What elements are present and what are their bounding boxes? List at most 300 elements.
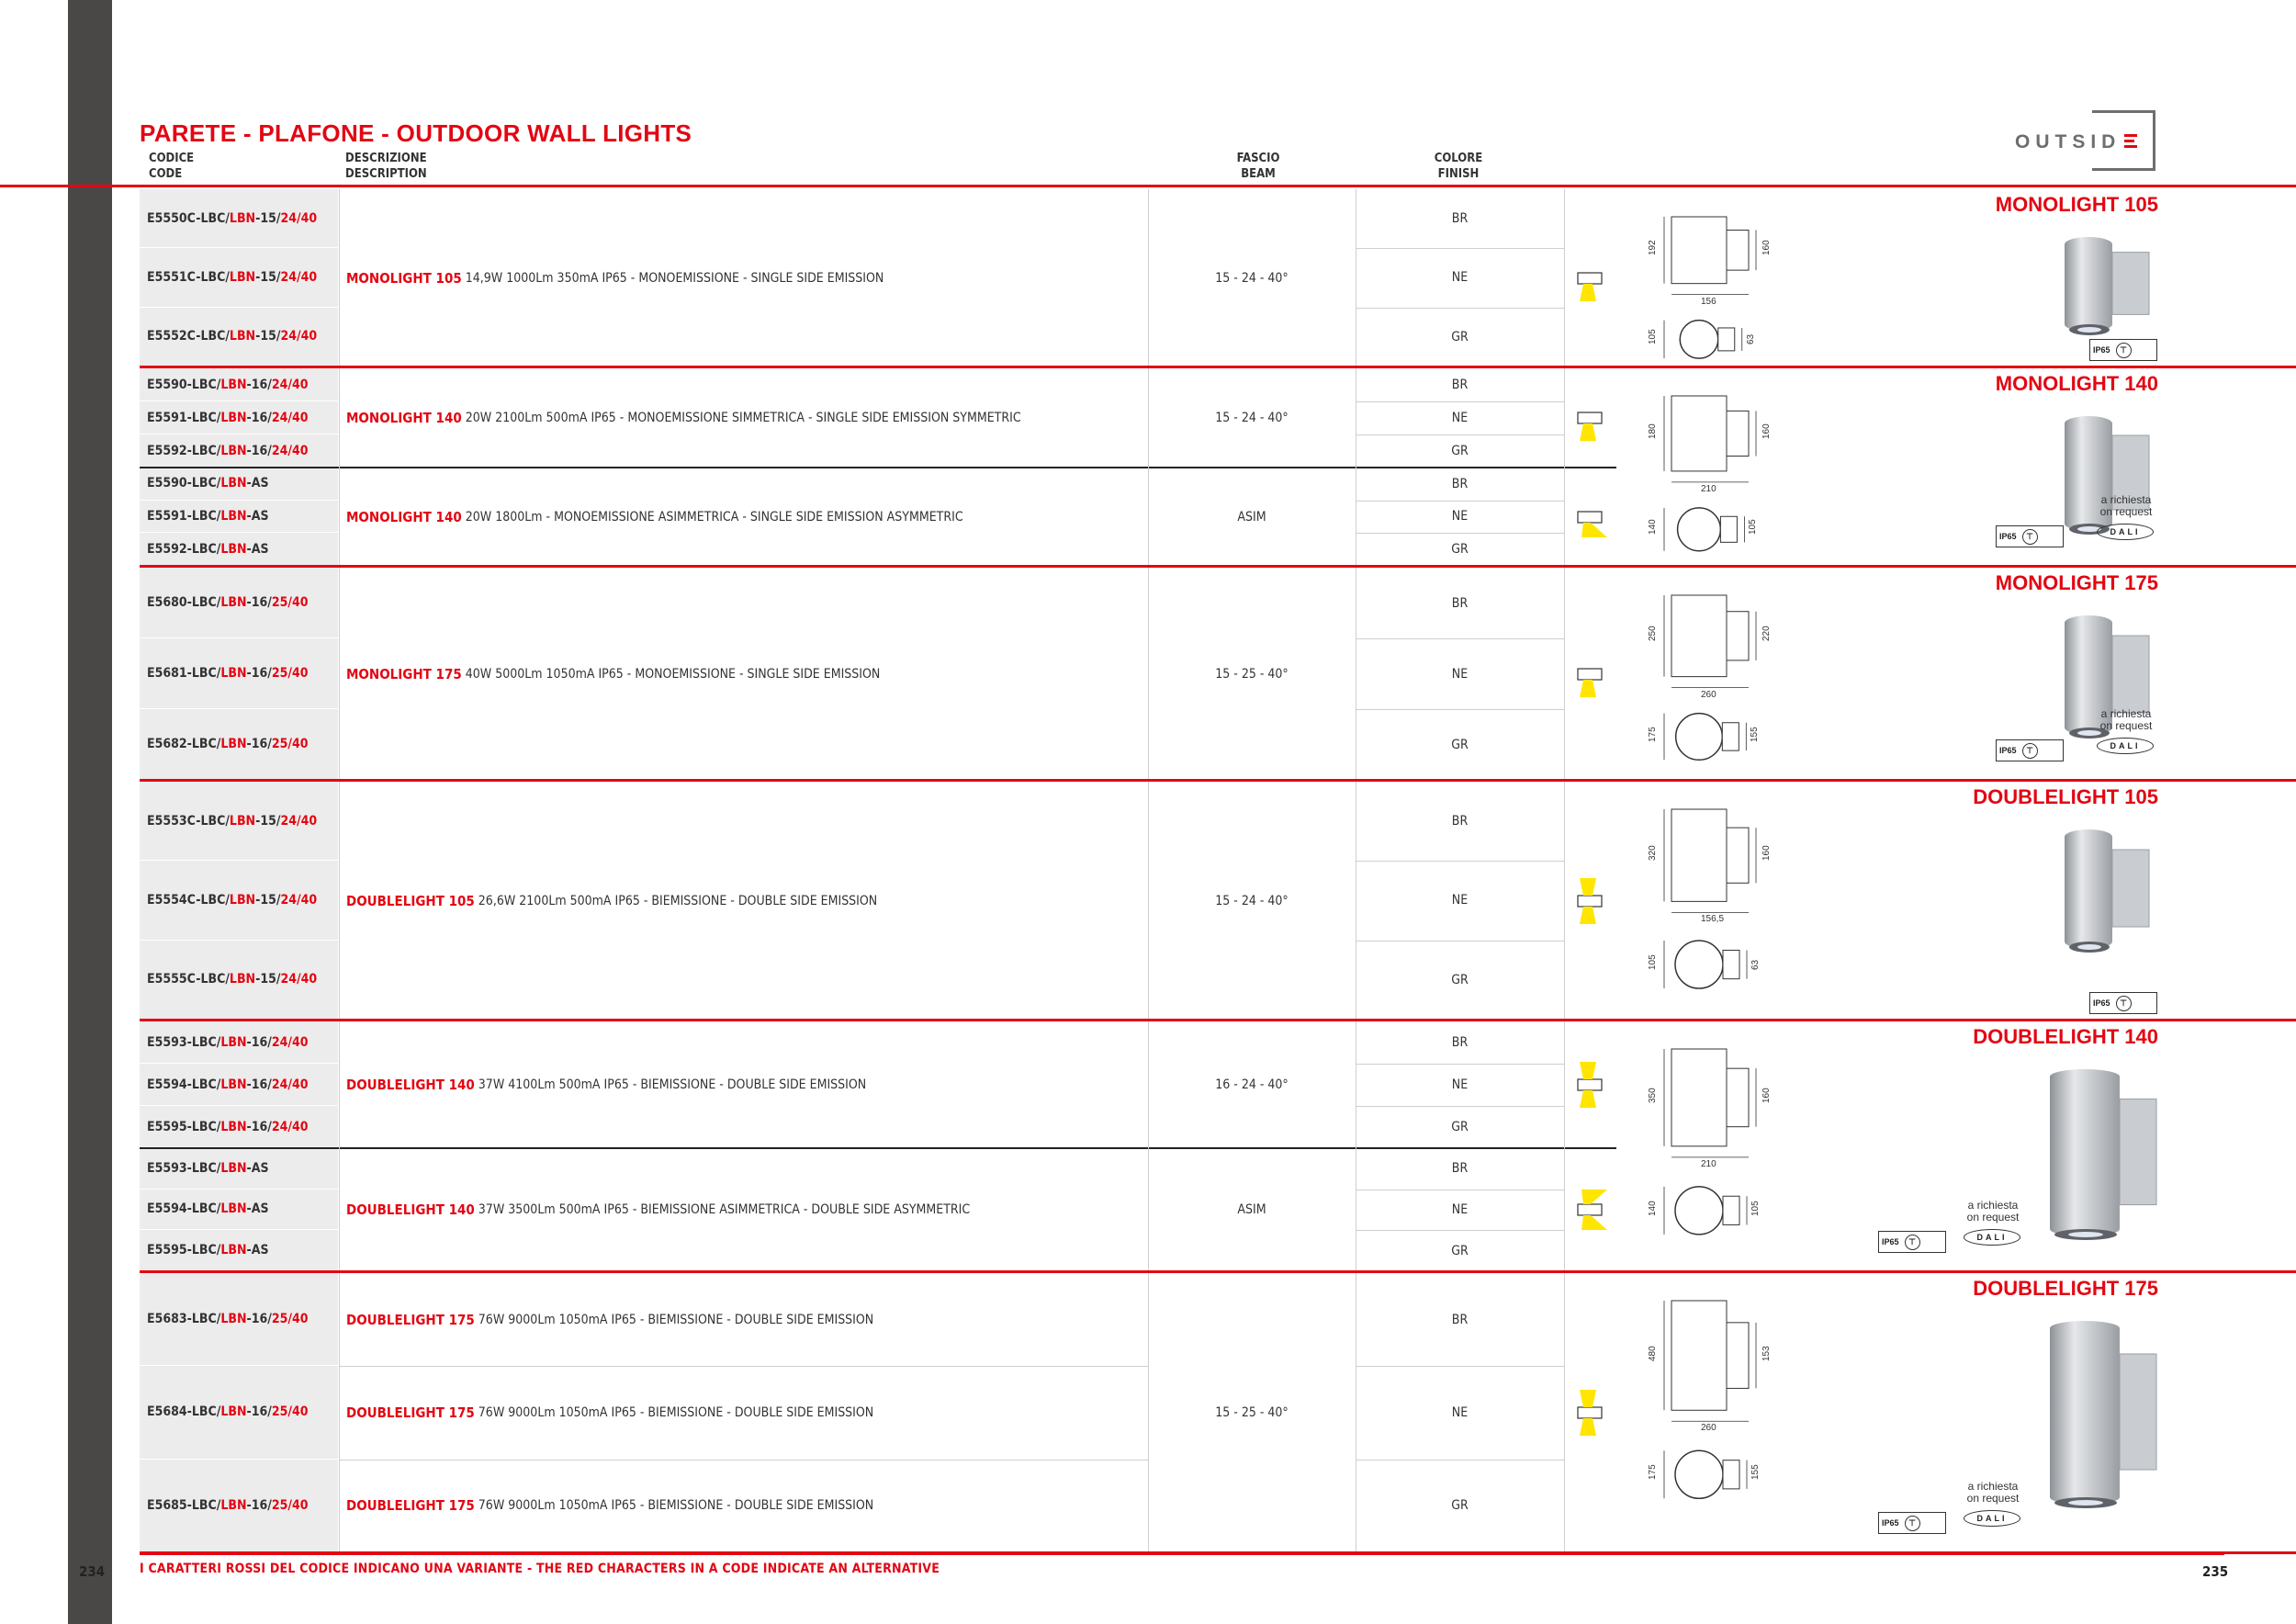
finish-cell: GR <box>1451 542 1469 558</box>
finish-cell: NE <box>1451 1404 1469 1420</box>
temperature-icon: ⊤ <box>1905 1516 1920 1531</box>
dimension-label: 105 <box>1648 329 1658 345</box>
code-part: -AS <box>246 1243 269 1258</box>
column-divider <box>339 782 340 1020</box>
description-name: DOUBLELIGHT 175 <box>346 1311 475 1328</box>
finish-cell: BR <box>1451 378 1469 392</box>
code-part: E5680-LBC/ <box>147 595 221 610</box>
code-part: LBN <box>220 1243 247 1258</box>
description-name: MONOLIGHT 140 <box>346 508 462 525</box>
product-name: DOUBLELIGHT 105 <box>1973 785 2158 808</box>
code-part: -16/ <box>246 1119 272 1134</box>
code-part: -15/ <box>255 329 281 344</box>
code-part: 24/40 <box>271 1119 309 1134</box>
row-divider <box>1356 1106 1564 1107</box>
ip-rating-badge <box>1996 739 2064 761</box>
dimension-label: 155 <box>1750 727 1761 742</box>
product-code <box>140 308 339 367</box>
product-code <box>140 501 339 534</box>
code-part: E5554C-LBC/ <box>147 892 230 908</box>
finish-cell: NE <box>1451 893 1469 908</box>
code-part: -16/ <box>246 666 272 681</box>
code-part: E5551C-LBC/ <box>147 269 230 285</box>
finish-cell: NE <box>1451 411 1469 425</box>
header-description: DESCRIZIONE DESCRIPTION <box>345 152 427 181</box>
on-request-it: a richiesta <box>2100 707 2152 720</box>
on-request-en: on request <box>1966 1492 2020 1505</box>
code-part: E5552C-LBC/ <box>147 329 230 344</box>
code-part: -16/ <box>246 443 272 458</box>
product-image <box>2063 231 2155 344</box>
dimension-label: 63 <box>1745 334 1756 345</box>
description-name: DOUBLELIGHT 175 <box>346 1497 475 1515</box>
dimension-label: 160 <box>1761 845 1772 862</box>
dimension-label: 140 <box>1648 519 1658 536</box>
finish-cell: BR <box>1451 211 1469 227</box>
dimension-label: 175 <box>1648 1464 1658 1481</box>
dimension-label: 260 <box>1701 689 1716 700</box>
finish-cell: BR <box>1451 814 1469 829</box>
product-name: DOUBLELIGHT 175 <box>1973 1277 2158 1300</box>
footnote: I CARATTERI ROSSI DEL CODICE INDICANO UNA VARIANTE - THE RED CHARACTERS IN A CODE INDICATE AN ALTERNATIVE <box>140 1562 940 1576</box>
temperature-icon: ⊤ <box>2022 743 2038 759</box>
beam-pattern-icon <box>1574 642 1611 706</box>
code-part: LBN <box>229 892 256 908</box>
description-name: MONOLIGHT 105 <box>346 269 462 287</box>
dimension-label: 210 <box>1701 1158 1716 1169</box>
code-part: E5594-LBC/ <box>147 1201 221 1217</box>
beam-pattern-icon <box>1574 1053 1611 1117</box>
column-divider <box>339 1273 340 1552</box>
on-request-note <box>2089 494 2163 518</box>
page-number-right: 235 <box>2202 1563 2229 1580</box>
product-code <box>140 248 339 307</box>
code-part: -16/ <box>246 1312 272 1327</box>
ip-rating-badge <box>1878 1231 1946 1253</box>
code-part: E5685-LBC/ <box>147 1497 221 1513</box>
header-finish: COLORE FINISH <box>1434 152 1483 181</box>
finish-cell: GR <box>1451 444 1469 458</box>
code-part: -AS <box>246 1160 269 1176</box>
description-text: 26,6W 2100Lm 500mA IP65 - BIEMISSIONE - DOUBLE SIDE EMISSION <box>478 893 878 908</box>
dimension-label: 320 <box>1648 845 1658 862</box>
code-part: 24/40 <box>280 892 318 908</box>
description-text: 14,9W 1000Lm 350mA IP65 - MONOEMISSIONE - SINGLE SIDE EMISSION <box>465 270 884 286</box>
beam-pattern-icon <box>1574 246 1611 310</box>
code-part: LBN <box>220 1497 247 1513</box>
code-part: -15/ <box>255 972 281 987</box>
finish-cell: NE <box>1451 509 1469 524</box>
on-request-note <box>1956 1200 2030 1224</box>
column-divider <box>1148 782 1149 1020</box>
ip-rating-badge <box>1996 525 2064 547</box>
dimension-label: 153 <box>1761 1345 1772 1361</box>
product-code <box>140 568 339 638</box>
column-divider <box>339 1021 340 1271</box>
code-part: E5590-LBC/ <box>147 377 221 392</box>
finish-cell: NE <box>1451 270 1469 286</box>
product-code <box>140 1460 339 1552</box>
code-part: LBN <box>220 476 247 491</box>
code-part: -AS <box>246 476 269 491</box>
row-divider <box>1356 434 1564 435</box>
ip-rating-badge <box>2089 992 2157 1014</box>
row-divider <box>1356 401 1564 402</box>
technical-drawing <box>1644 1291 1809 1552</box>
product-code <box>140 1230 339 1271</box>
beam-cell: ASIM <box>1237 509 1266 524</box>
code-part: LBN <box>229 813 256 829</box>
code-part: 24/40 <box>271 443 309 458</box>
on-request-en: on request <box>1966 1211 2020 1224</box>
finish-cell: GR <box>1451 329 1469 344</box>
finish-cell: NE <box>1451 1201 1469 1217</box>
dali-logo: DALI <box>1964 1229 2020 1246</box>
code-part: -AS <box>246 541 269 557</box>
description-cell <box>339 568 1148 780</box>
description-cell <box>339 1021 1148 1148</box>
beam-pattern-icon <box>1574 869 1611 933</box>
finish-cell: BR <box>1451 1161 1469 1177</box>
code-part: -16/ <box>246 377 272 392</box>
code-part: 24/40 <box>280 269 318 285</box>
product-image <box>2063 824 2155 962</box>
code-part: 24/40 <box>280 329 318 344</box>
ip-rating-text: IP65 <box>1999 532 2017 541</box>
code-part: E5684-LBC/ <box>147 1404 221 1420</box>
product-image <box>2048 1064 2162 1249</box>
temperature-icon: ⊤ <box>2116 996 2132 1011</box>
dimension-label: 140 <box>1648 1201 1658 1216</box>
temperature-icon: ⊤ <box>1905 1235 1920 1250</box>
dimension-label: 105 <box>1648 954 1658 971</box>
code-part: -16/ <box>246 595 272 610</box>
description-name: MONOLIGHT 175 <box>346 665 462 682</box>
product-code <box>140 638 339 709</box>
beam-cell: 15 - 24 - 40° <box>1215 893 1289 908</box>
code-part: 24/40 <box>271 1034 309 1050</box>
column-divider <box>339 368 340 566</box>
code-part: LBN <box>220 1119 247 1134</box>
product-code <box>140 861 339 940</box>
row-divider <box>1356 1230 1564 1231</box>
code-part: -16/ <box>246 737 272 751</box>
code-part: E5594-LBC/ <box>147 1077 221 1092</box>
product-code <box>140 1366 339 1459</box>
column-divider <box>1564 368 1565 566</box>
row-divider <box>1356 941 1564 942</box>
dimension-label: 160 <box>1761 240 1772 256</box>
technical-drawing <box>1644 586 1809 780</box>
on-request-en: on request <box>2099 719 2153 732</box>
description-name: MONOLIGHT 140 <box>346 410 462 426</box>
dimension-label: 155 <box>1750 1464 1761 1481</box>
description-name: DOUBLELIGHT 105 <box>346 892 475 909</box>
row-divider <box>339 1366 1148 1367</box>
page-title: PARETE - PLAFONE - OUTDOOR WALL LIGHTS <box>140 119 692 147</box>
header-code: CODICE CODE <box>149 152 195 181</box>
technical-drawing <box>1644 1040 1809 1271</box>
column-divider <box>1564 1273 1565 1552</box>
code-part: E5550C-LBC/ <box>147 210 230 226</box>
description-text: 76W 9000Lm 1050mA IP65 - BIEMISSIONE - DOUBLE SIDE EMISSION <box>478 1404 874 1420</box>
dimension-label: 63 <box>1750 959 1761 971</box>
row-divider <box>1356 501 1564 502</box>
dimension-label: 175 <box>1648 727 1658 742</box>
product-image <box>2063 411 2155 544</box>
code-part: LBN <box>220 1077 247 1092</box>
code-part: -16/ <box>246 1404 272 1420</box>
row-divider <box>1356 709 1564 710</box>
description-cell <box>339 782 1148 1020</box>
temperature-icon: ⊤ <box>2022 529 2038 545</box>
code-part: 24/40 <box>280 813 318 829</box>
dimension-label: 160 <box>1761 1088 1772 1103</box>
on-request-en: on request <box>2099 505 2153 518</box>
dimension-label: 480 <box>1648 1345 1658 1361</box>
description-text: 76W 9000Lm 1050mA IP65 - BIEMISSIONE - DOUBLE SIDE EMISSION <box>478 1312 874 1327</box>
code-part: -16/ <box>246 1077 272 1092</box>
product-code <box>140 1273 339 1366</box>
product-name: MONOLIGHT 175 <box>1995 571 2158 594</box>
beam-cell: 16 - 24 - 40° <box>1215 1077 1289 1092</box>
code-part: E5595-LBC/ <box>147 1243 221 1258</box>
code-part: LBN <box>220 1312 247 1327</box>
column-divider <box>1564 1021 1565 1271</box>
technical-drawing <box>1644 387 1809 566</box>
ip-rating-badge <box>2089 339 2157 361</box>
code-part: 24/40 <box>271 410 309 425</box>
code-part: LBN <box>220 1160 247 1176</box>
code-part: 25/40 <box>271 1497 309 1513</box>
on-request-note <box>2089 708 2163 732</box>
description-cell <box>339 368 1148 468</box>
code-part: 25/40 <box>271 1312 309 1327</box>
ip-rating-text: IP65 <box>1882 1518 1899 1528</box>
code-part: LBN <box>229 329 256 344</box>
ip-rating-text: IP65 <box>1999 746 2017 755</box>
beam-pattern-icon <box>1574 1178 1611 1242</box>
description-cell <box>339 189 1148 367</box>
page-number-left: 234 <box>79 1563 106 1580</box>
column-divider <box>1148 189 1149 367</box>
description-text: 76W 9000Lm 1050mA IP65 - BIEMISSIONE - DOUBLE SIDE EMISSION <box>478 1498 874 1514</box>
code-part: E5595-LBC/ <box>147 1119 221 1134</box>
code-part: E5553C-LBC/ <box>147 813 230 829</box>
beam-pattern-icon <box>1574 485 1611 549</box>
code-part: E5593-LBC/ <box>147 1160 221 1176</box>
product-name: MONOLIGHT 105 <box>1995 193 2158 216</box>
beam-pattern-icon <box>1574 1381 1611 1445</box>
row-divider <box>1356 248 1564 249</box>
beam-cell: 15 - 24 - 40° <box>1215 270 1289 286</box>
product-code <box>140 1106 339 1148</box>
code-part: E5683-LBC/ <box>147 1312 221 1327</box>
column-divider <box>1148 568 1149 780</box>
dali-logo: DALI <box>1964 1510 2020 1527</box>
beam-cell: ASIM <box>1237 1202 1266 1217</box>
finish-cell: BR <box>1451 595 1469 611</box>
ip-rating-text: IP65 <box>2093 345 2110 355</box>
row-divider <box>1356 533 1564 534</box>
product-code <box>140 368 339 401</box>
product-code <box>140 941 339 1020</box>
code-part: E5682-LBC/ <box>147 737 221 751</box>
dimension-label: 156,5 <box>1701 914 1725 925</box>
on-request-note <box>1956 1481 2030 1505</box>
dali-logo: DALI <box>2097 738 2154 754</box>
product-code <box>140 533 339 566</box>
code-part: LBN <box>220 541 247 557</box>
finish-cell: GR <box>1451 1498 1469 1514</box>
description-text: 37W 4100Lm 500mA IP65 - BIEMISSIONE - DOUBLE SIDE EMISSION <box>478 1077 867 1092</box>
code-part: -16/ <box>246 1034 272 1050</box>
dimension-label: 156 <box>1701 296 1716 307</box>
dali-logo: DALI <box>2097 524 2154 540</box>
code-part: E5681-LBC/ <box>147 666 221 681</box>
code-part: E5591-LBC/ <box>147 508 221 524</box>
code-part: E5592-LBC/ <box>147 541 221 557</box>
technical-drawing <box>1644 208 1809 367</box>
finish-cell: GR <box>1451 1120 1469 1134</box>
code-part: LBN <box>229 269 256 285</box>
column-divider <box>1564 568 1565 780</box>
code-part: -16/ <box>246 410 272 425</box>
code-part: 25/40 <box>271 1404 309 1420</box>
beam-cell: 15 - 25 - 40° <box>1215 1405 1289 1420</box>
code-part: E5592-LBC/ <box>147 443 221 458</box>
product-code <box>140 189 339 248</box>
code-part: -16/ <box>246 1497 272 1513</box>
row-divider <box>1356 308 1564 309</box>
product-code <box>140 401 339 434</box>
column-divider <box>1148 1273 1149 1552</box>
footnote-rule <box>140 1554 2224 1555</box>
code-part: 25/40 <box>271 595 309 610</box>
column-divider <box>339 189 340 367</box>
dimension-label: 105 <box>1750 1201 1761 1216</box>
code-part: LBN <box>220 377 247 392</box>
description-cell <box>339 1366 1148 1459</box>
dimension-label: 105 <box>1748 519 1759 536</box>
code-part: LBN <box>220 443 247 458</box>
column-divider <box>1564 189 1565 367</box>
code-part: LBN <box>220 1404 247 1420</box>
product-name: DOUBLELIGHT 140 <box>1973 1025 2158 1048</box>
product-code <box>140 709 339 780</box>
code-part: -15/ <box>255 269 281 285</box>
block-divider <box>140 467 1616 468</box>
code-part: LBN <box>220 595 247 610</box>
finish-cell: GR <box>1451 1243 1469 1258</box>
finish-cell: GR <box>1451 737 1469 752</box>
product-code <box>140 434 339 468</box>
dimension-label: 350 <box>1648 1088 1658 1103</box>
header-beam: FASCIO BEAM <box>1236 152 1280 181</box>
code-part: 24/40 <box>280 972 318 987</box>
product-code <box>140 468 339 501</box>
dimension-label: 220 <box>1761 626 1772 642</box>
finish-cell: GR <box>1451 972 1469 987</box>
beam-cell: 15 - 24 - 40° <box>1215 411 1289 425</box>
description-text: 20W 1800Lm - MONOEMISSIONE ASIMMETRICA - SINGLE SIDE EMISSION ASYMMETRIC <box>465 509 963 524</box>
description-name: DOUBLELIGHT 175 <box>346 1404 475 1421</box>
code-part: E5555C-LBC/ <box>147 972 230 987</box>
description-cell <box>339 1460 1148 1552</box>
code-part: -15/ <box>255 892 281 908</box>
code-part: 25/40 <box>271 666 309 681</box>
code-part: LBN <box>220 737 247 751</box>
product-code <box>140 1148 339 1190</box>
finish-cell: BR <box>1451 1035 1469 1050</box>
beam-pattern-icon <box>1574 386 1611 450</box>
column-divider <box>1148 368 1149 566</box>
finish-cell: NE <box>1451 1077 1469 1092</box>
description-cell <box>339 1273 1148 1366</box>
code-part: LBN <box>220 410 247 425</box>
page-sidebar <box>68 0 112 1624</box>
finish-cell: NE <box>1451 666 1469 682</box>
dimension-label: 250 <box>1648 626 1658 642</box>
code-part: LBN <box>220 1201 247 1217</box>
code-part: -AS <box>246 1201 269 1217</box>
description-text: 37W 3500Lm 500mA IP65 - BIEMISSIONE ASIMMETRICA - DOUBLE SIDE ASYMMETRIC <box>478 1202 971 1217</box>
block-divider <box>140 1147 1616 1149</box>
description-cell <box>339 1148 1148 1271</box>
code-part: 24/40 <box>280 210 318 226</box>
description-text: 20W 2100Lm 500mA IP65 - MONOEMISSIONE SIMMETRICA - SINGLE SIDE EMISSION SYMMETRIC <box>465 411 1021 425</box>
ip-rating-text: IP65 <box>1882 1237 1899 1246</box>
description-cell <box>339 468 1148 566</box>
temperature-icon: ⊤ <box>2116 343 2132 358</box>
product-code <box>140 1064 339 1106</box>
on-request-it: a richiesta <box>1967 1199 2019 1212</box>
code-part: 25/40 <box>271 737 309 751</box>
ip-rating-badge <box>1878 1512 1946 1534</box>
product-name: MONOLIGHT 140 <box>1995 372 2158 395</box>
product-code <box>140 782 339 861</box>
code-part: LBN <box>229 210 256 226</box>
dimension-label: 210 <box>1701 483 1716 494</box>
dimension-label: 160 <box>1761 423 1772 439</box>
code-part: LBN <box>229 972 256 987</box>
on-request-it: a richiesta <box>2100 493 2152 506</box>
description-name: DOUBLELIGHT 140 <box>346 1201 475 1218</box>
code-part: LBN <box>220 508 247 524</box>
column-divider <box>339 568 340 780</box>
dimension-label: 260 <box>1701 1423 1716 1434</box>
description-text: 40W 5000Lm 1050mA IP65 - MONOEMISSIONE - SINGLE SIDE EMISSION <box>465 666 881 682</box>
row-divider <box>1356 1366 1564 1367</box>
code-part: 24/40 <box>271 377 309 392</box>
code-part: LBN <box>220 1034 247 1050</box>
column-divider <box>1148 1021 1149 1271</box>
technical-drawing <box>1644 800 1809 1020</box>
dimension-label: 180 <box>1648 423 1658 439</box>
code-part: -15/ <box>255 210 281 226</box>
code-part: -15/ <box>255 813 281 829</box>
description-name: DOUBLELIGHT 140 <box>346 1077 475 1093</box>
row-divider <box>1356 861 1564 862</box>
product-code <box>140 1021 339 1064</box>
product-image <box>2048 1315 2162 1517</box>
row-divider <box>1356 638 1564 639</box>
column-divider <box>1564 782 1565 1020</box>
product-code <box>140 1190 339 1231</box>
row-divider <box>1356 1064 1564 1065</box>
code-part: -AS <box>246 508 269 524</box>
code-part: 24/40 <box>271 1077 309 1092</box>
